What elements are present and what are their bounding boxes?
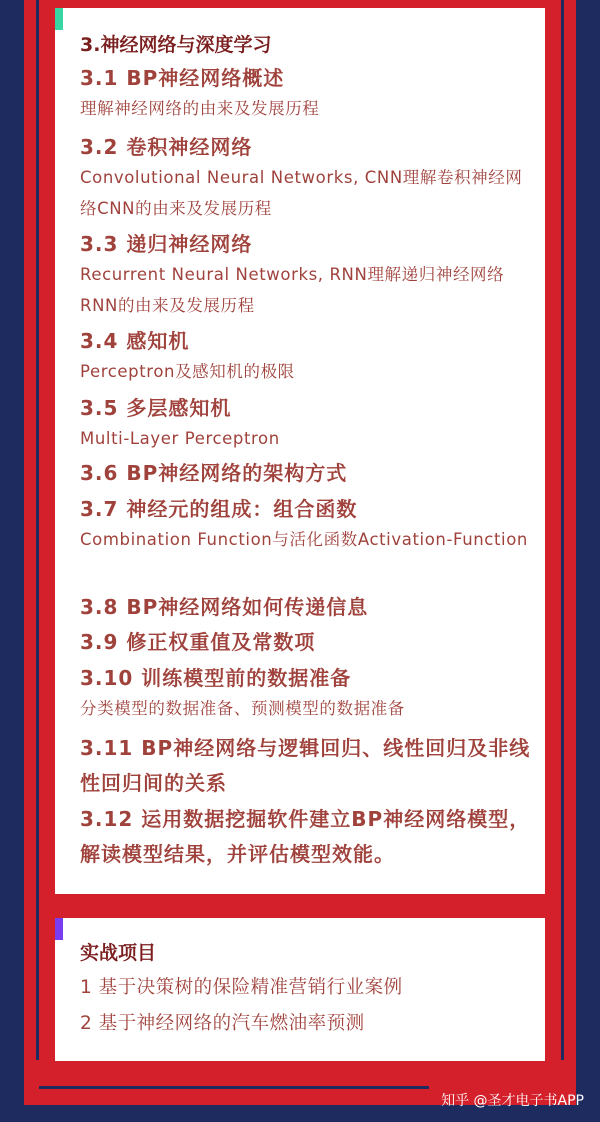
item-desc: Recurrent Neural Networks, RNN理解递归神经网络RNN的由来及发展历程	[80, 265, 505, 315]
list-item	[80, 63, 535, 124]
list-item	[80, 592, 535, 622]
practice-item: 1 基于决策树的保险精准营销行业案例	[80, 977, 403, 998]
item-title: 3.9 修正权重值及常数项	[80, 630, 316, 654]
item-desc: 分类模型的数据准备、预测模型的数据准备	[80, 699, 405, 718]
list-item	[80, 326, 535, 387]
list-item	[80, 458, 535, 488]
item-title: 3.10 训练模型前的数据准备	[80, 666, 352, 690]
list-item	[80, 229, 535, 321]
list-item	[80, 627, 535, 657]
item-title: 3.6 BP神经网络的架构方式	[80, 461, 348, 485]
frame-line-right	[561, 0, 564, 1060]
item-desc: Convolutional Neural Networks, CNN理解卷积神经网络CNN的由来及发展历程	[80, 168, 523, 218]
practice-title: 实战项目	[80, 942, 157, 964]
accent-bar	[55, 918, 63, 940]
list-item	[80, 731, 535, 801]
item-title: 3.11 BP神经网络与逻辑回归、线性回归及非线性回归间的关系	[80, 736, 531, 795]
item-title: 3.5 多层感知机	[80, 396, 232, 420]
item-desc: Combination Function与活化函数Activation-Function	[80, 530, 528, 549]
item-desc: Perceptron及感知机的极限	[80, 362, 295, 381]
frame-line-bottom	[39, 1086, 429, 1089]
item-title: 3.1 BP神经网络概述	[80, 66, 285, 90]
list-item	[80, 494, 535, 555]
item-title: 3.3 递归神经网络	[80, 232, 253, 256]
item-desc: Multi-Layer Perceptron	[80, 429, 280, 448]
list-item	[80, 393, 535, 454]
list-item	[80, 132, 535, 224]
item-title: 3.4 感知机	[80, 329, 190, 353]
item-title: 3.8 BP神经网络如何传递信息	[80, 595, 369, 619]
accent-bar	[55, 8, 63, 30]
item-title: 3.7 神经元的组成：组合函数	[80, 497, 358, 521]
item-title: 3.12 运用数据挖掘软件建立BP神经网络模型，解读模型结果，并评估模型效能。	[80, 807, 531, 866]
list-item	[80, 802, 535, 872]
section-title: 3.神经网络与深度学习	[80, 34, 272, 56]
list-item	[80, 663, 535, 724]
practice-card	[55, 918, 545, 1061]
frame-line-left	[36, 0, 39, 1060]
content-card	[55, 8, 545, 894]
practice-item: 2 基于神经网络的汽车燃油率预测	[80, 1013, 365, 1034]
item-desc: 理解神经网络的由来及发展历程	[80, 99, 320, 118]
item-title: 3.2 卷积神经网络	[80, 135, 253, 159]
watermark: 知乎 @圣才电子书APP	[441, 1093, 584, 1109]
